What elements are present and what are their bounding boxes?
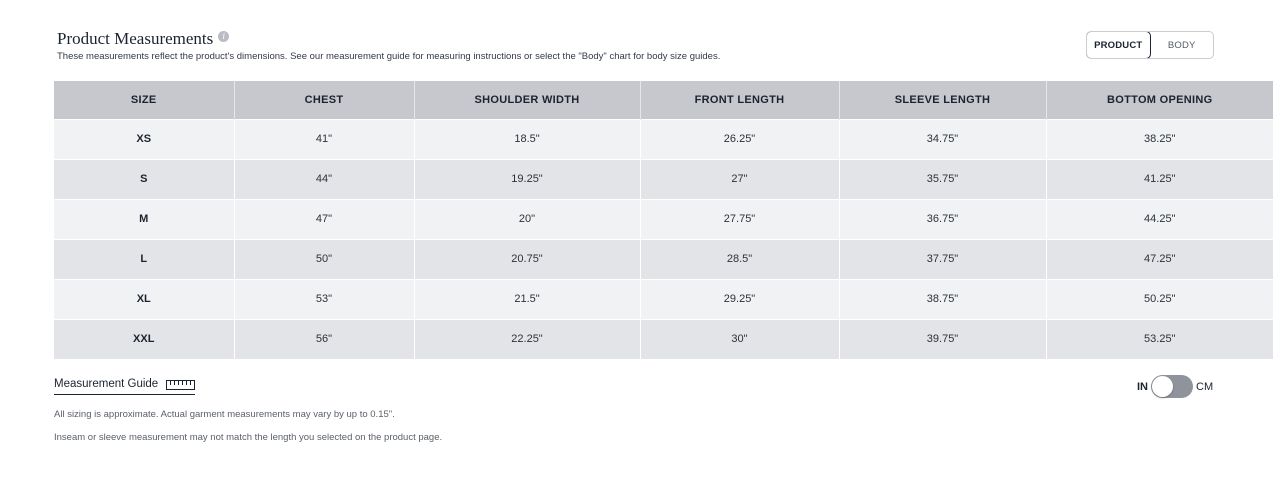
front-length-cell: 27.75" xyxy=(640,199,839,239)
bottom-opening-cell: 44.25" xyxy=(1046,199,1273,239)
table-row xyxy=(54,159,1273,199)
sleeve-length-cell: 34.75" xyxy=(839,119,1046,159)
sleeve-length-cell: 36.75" xyxy=(839,199,1046,239)
bottom-opening-cell: 38.25" xyxy=(1046,119,1273,159)
column-header-chest: CHEST xyxy=(234,81,414,119)
chest-cell: 50" xyxy=(234,239,414,279)
measurement-guide-label: Measurement Guide xyxy=(54,378,159,390)
table-row xyxy=(54,239,1273,279)
size-cell: XL xyxy=(54,279,234,319)
chart-type-toggle xyxy=(1086,31,1214,59)
front-length-cell: 29.25" xyxy=(640,279,839,319)
chest-cell: 41" xyxy=(234,119,414,159)
unit-label-in: IN xyxy=(1137,380,1148,393)
shoulder-width-cell: 18.5" xyxy=(414,119,640,159)
column-header-sleeve-length: SLEEVE LENGTH xyxy=(839,81,1046,119)
table-row xyxy=(54,119,1273,159)
sleeve-length-cell: 37.75" xyxy=(839,239,1046,279)
table-row xyxy=(54,279,1273,319)
column-header-shoulder-width: SHOULDER WIDTH xyxy=(414,81,640,119)
shoulder-width-cell: 22.25" xyxy=(414,319,640,359)
sleeve-length-cell: 35.75" xyxy=(839,159,1046,199)
table-row xyxy=(54,319,1273,359)
column-header-bottom-opening: BOTTOM OPENING xyxy=(1046,81,1273,119)
column-header-size: SIZE xyxy=(54,81,234,119)
unit-toggle[interactable] xyxy=(1151,375,1193,398)
unit-toggle-knob xyxy=(1152,376,1173,397)
bottom-opening-cell: 41.25" xyxy=(1046,159,1273,199)
front-length-cell: 28.5" xyxy=(640,239,839,279)
column-header-front-length: FRONT LENGTH xyxy=(640,81,839,119)
sleeve-length-cell: 38.75" xyxy=(839,279,1046,319)
size-cell: XXL xyxy=(54,319,234,359)
product-chart-button[interactable]: PRODUCT xyxy=(1086,31,1151,59)
unit-label-cm: CM xyxy=(1196,380,1214,393)
sleeve-length-cell: 39.75" xyxy=(839,319,1046,359)
front-length-cell: 27" xyxy=(640,159,839,199)
front-length-cell: 26.25" xyxy=(640,119,839,159)
bottom-opening-cell: 50.25" xyxy=(1046,279,1273,319)
body-chart-button[interactable]: BODY xyxy=(1167,39,1196,51)
chest-cell: 56" xyxy=(234,319,414,359)
chest-cell: 47" xyxy=(234,199,414,239)
inseam-note: Inseam or sleeve measurement may not match the length you selected on the product page. xyxy=(54,432,443,443)
measurements-table xyxy=(54,81,1273,359)
sizing-note: All sizing is approximate. Actual garment measurements may vary by up to 0.15". xyxy=(54,409,395,420)
size-cell: XS xyxy=(54,119,234,159)
page-subtitle: These measurements reflect the product's dimensions. See our measurement guide for measuring instructions or select the "Body" chart for body size guides. xyxy=(57,51,721,62)
bottom-opening-cell: 53.25" xyxy=(1046,319,1273,359)
ruler-icon xyxy=(166,380,195,390)
bottom-opening-cell: 47.25" xyxy=(1046,239,1273,279)
table-row xyxy=(54,199,1273,239)
measurement-guide-link[interactable] xyxy=(54,378,195,395)
chest-cell: 44" xyxy=(234,159,414,199)
chest-cell: 53" xyxy=(234,279,414,319)
shoulder-width-cell: 20" xyxy=(414,199,640,239)
shoulder-width-cell: 21.5" xyxy=(414,279,640,319)
size-cell: L xyxy=(54,239,234,279)
unit-switch xyxy=(1137,375,1213,398)
table-header-row xyxy=(54,81,1273,119)
size-cell: M xyxy=(54,199,234,239)
front-length-cell: 30" xyxy=(640,319,839,359)
shoulder-width-cell: 20.75" xyxy=(414,239,640,279)
info-icon[interactable]: i xyxy=(218,31,229,42)
shoulder-width-cell: 19.25" xyxy=(414,159,640,199)
page-title xyxy=(57,29,229,49)
page-title-text: Product Measurements xyxy=(57,29,214,48)
size-cell: S xyxy=(54,159,234,199)
